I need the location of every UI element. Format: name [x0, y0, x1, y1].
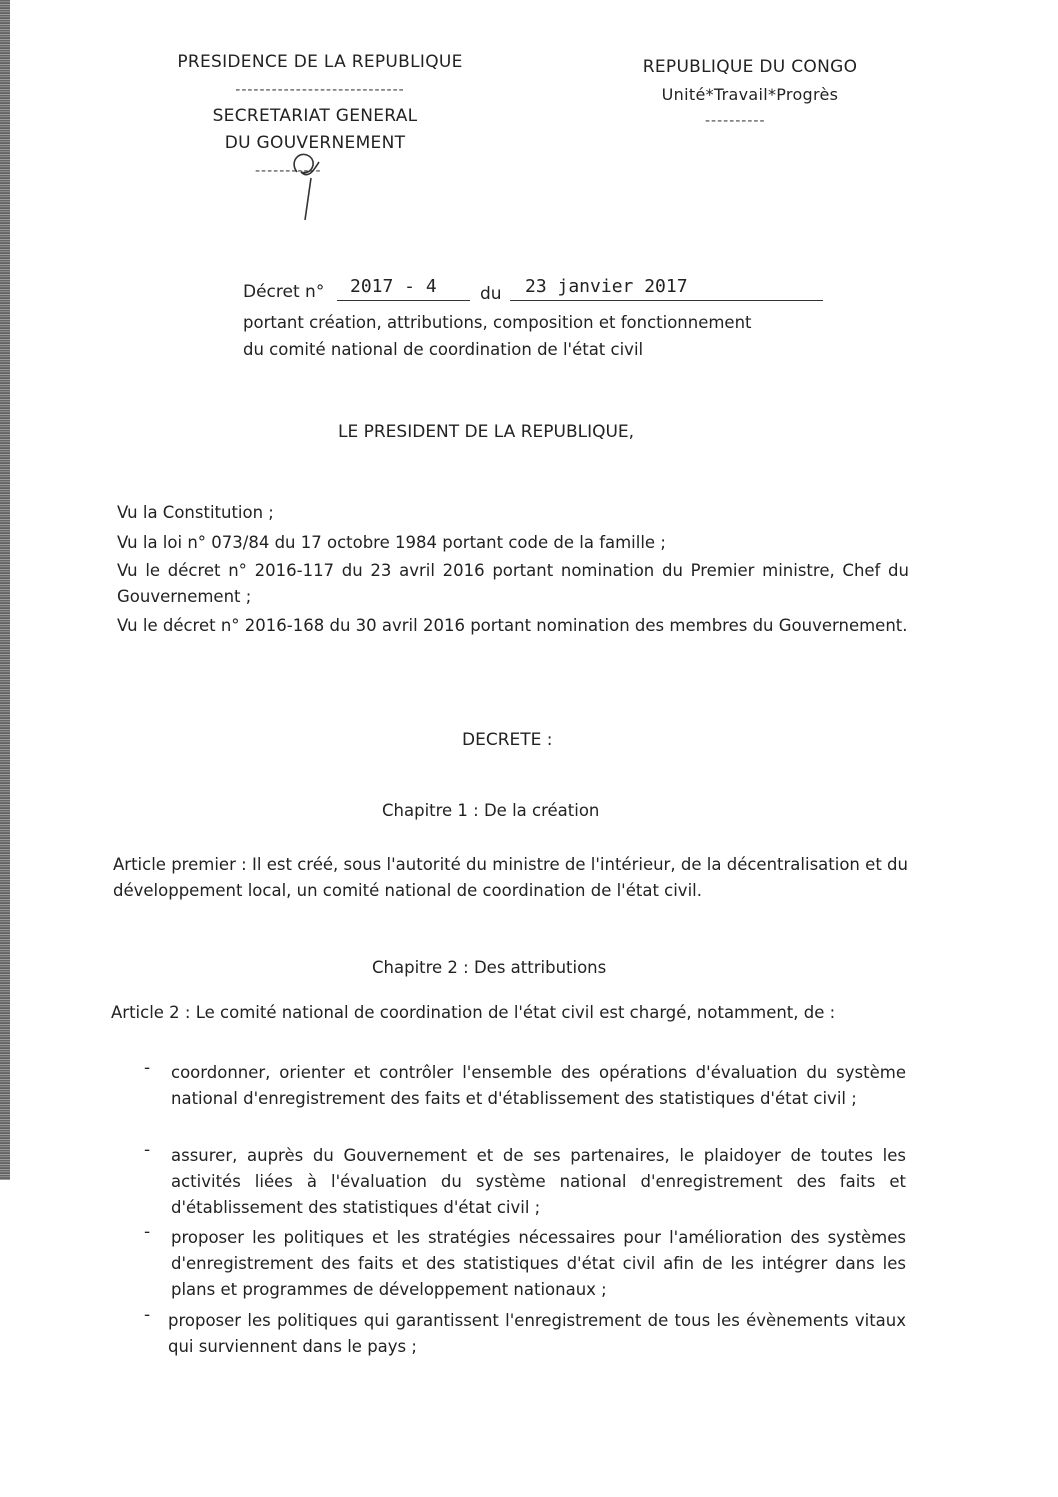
- vu-loi: Vu la loi n° 073/84 du 17 octobre 1984 portant code de la famille ;: [117, 533, 666, 552]
- header-secretariat: SECRETARIAT GENERAL: [212, 106, 418, 126]
- list-bullet: -: [144, 1058, 151, 1078]
- list-bullet: -: [144, 1222, 151, 1242]
- scan-edge: [0, 0, 10, 1180]
- decree-subject-line1: portant création, attributions, composition et fonctionnement: [243, 313, 752, 332]
- article-2-label: Article 2: [111, 1003, 180, 1022]
- vu-constitution: Vu la Constitution ;: [117, 503, 274, 522]
- header-separator: ----------------------------: [235, 82, 405, 98]
- article-premier-text: : Il est créé, sous l'autorité du ministre de l'intérieur, de la décentralisation et du développement local, un comité national de coordination de l'état civil.: [113, 855, 908, 900]
- list-bullet: -: [144, 1305, 151, 1325]
- header-separator: ----------: [705, 113, 766, 129]
- decree-subject-line2: du comité national de coordination de l'état civil: [243, 340, 644, 359]
- list-item: proposer les politiques qui garantissent l'enregistrement de tous les évènements vitaux qui surviennent dans le pays ;: [168, 1311, 906, 1356]
- chapter2-title: Chapitre 2 : Des attributions: [372, 958, 607, 977]
- list-item: coordonner, orienter et contrôler l'ensemble des opérations d'évaluation du système national d'enregistrement des faits et d'établissement des statistiques d'état civil ;: [171, 1063, 906, 1108]
- chapter1-title: Chapitre 1 : De la création: [382, 801, 600, 820]
- header-presidence: PRESIDENCE DE LA REPUBLIQUE: [177, 52, 463, 72]
- header-separator: -----------: [255, 163, 322, 179]
- decree-date-underline: [510, 300, 823, 301]
- article-2-text: : Le comité national de coordination de l'état civil est chargé, notamment, de :: [179, 1003, 836, 1022]
- article-premier: [113, 852, 908, 904]
- decree-number: 2017 - 4: [350, 276, 437, 297]
- decree-date: 23 janvier 2017: [525, 276, 688, 297]
- header-republique-congo: REPUBLIQUE DU CONGO: [642, 57, 858, 77]
- header-motto: Unité*Travail*Progrès: [661, 85, 839, 104]
- vu-decret-gouvernement: Vu le décret n° 2016-168 du 30 avril 2016 portant nomination des membres du Gouvernement.: [117, 616, 908, 635]
- paraphe-signature: [285, 142, 335, 224]
- president-heading: LE PRESIDENT DE LA REPUBLIQUE,: [338, 422, 635, 442]
- article-2: [111, 1000, 911, 1026]
- decree-number-underline: [337, 300, 470, 301]
- list-item: proposer les politiques et les stratégies nécessaires pour l'amélioration des systèmes d'enregistrement des faits et des statistiques d'état civil afin de les intégrer dans les plans et programmes de développement nationaux ;: [171, 1228, 906, 1299]
- list-item: assurer, auprès du Gouvernement et de ses partenaires, le plaidoyer de toutes les activités liées à l'évaluation du système national d'enregistrement des faits et d'établissement des statistiques d'état civil ;: [171, 1146, 906, 1217]
- article-premier-label: Article premier: [113, 855, 236, 874]
- decrete-heading: DECRETE :: [462, 730, 553, 750]
- list-bullet: -: [144, 1140, 151, 1160]
- decree-prefix: Décret n°: [243, 282, 325, 302]
- vu-decret-premier-ministre: Vu le décret n° 2016-117 du 23 avril 2016 portant nomination du Premier ministre, Chef du Gouvernement ;: [117, 561, 909, 606]
- header-gouvernement: DU GOUVERNEMENT: [224, 133, 406, 153]
- decree-du: du: [480, 284, 502, 304]
